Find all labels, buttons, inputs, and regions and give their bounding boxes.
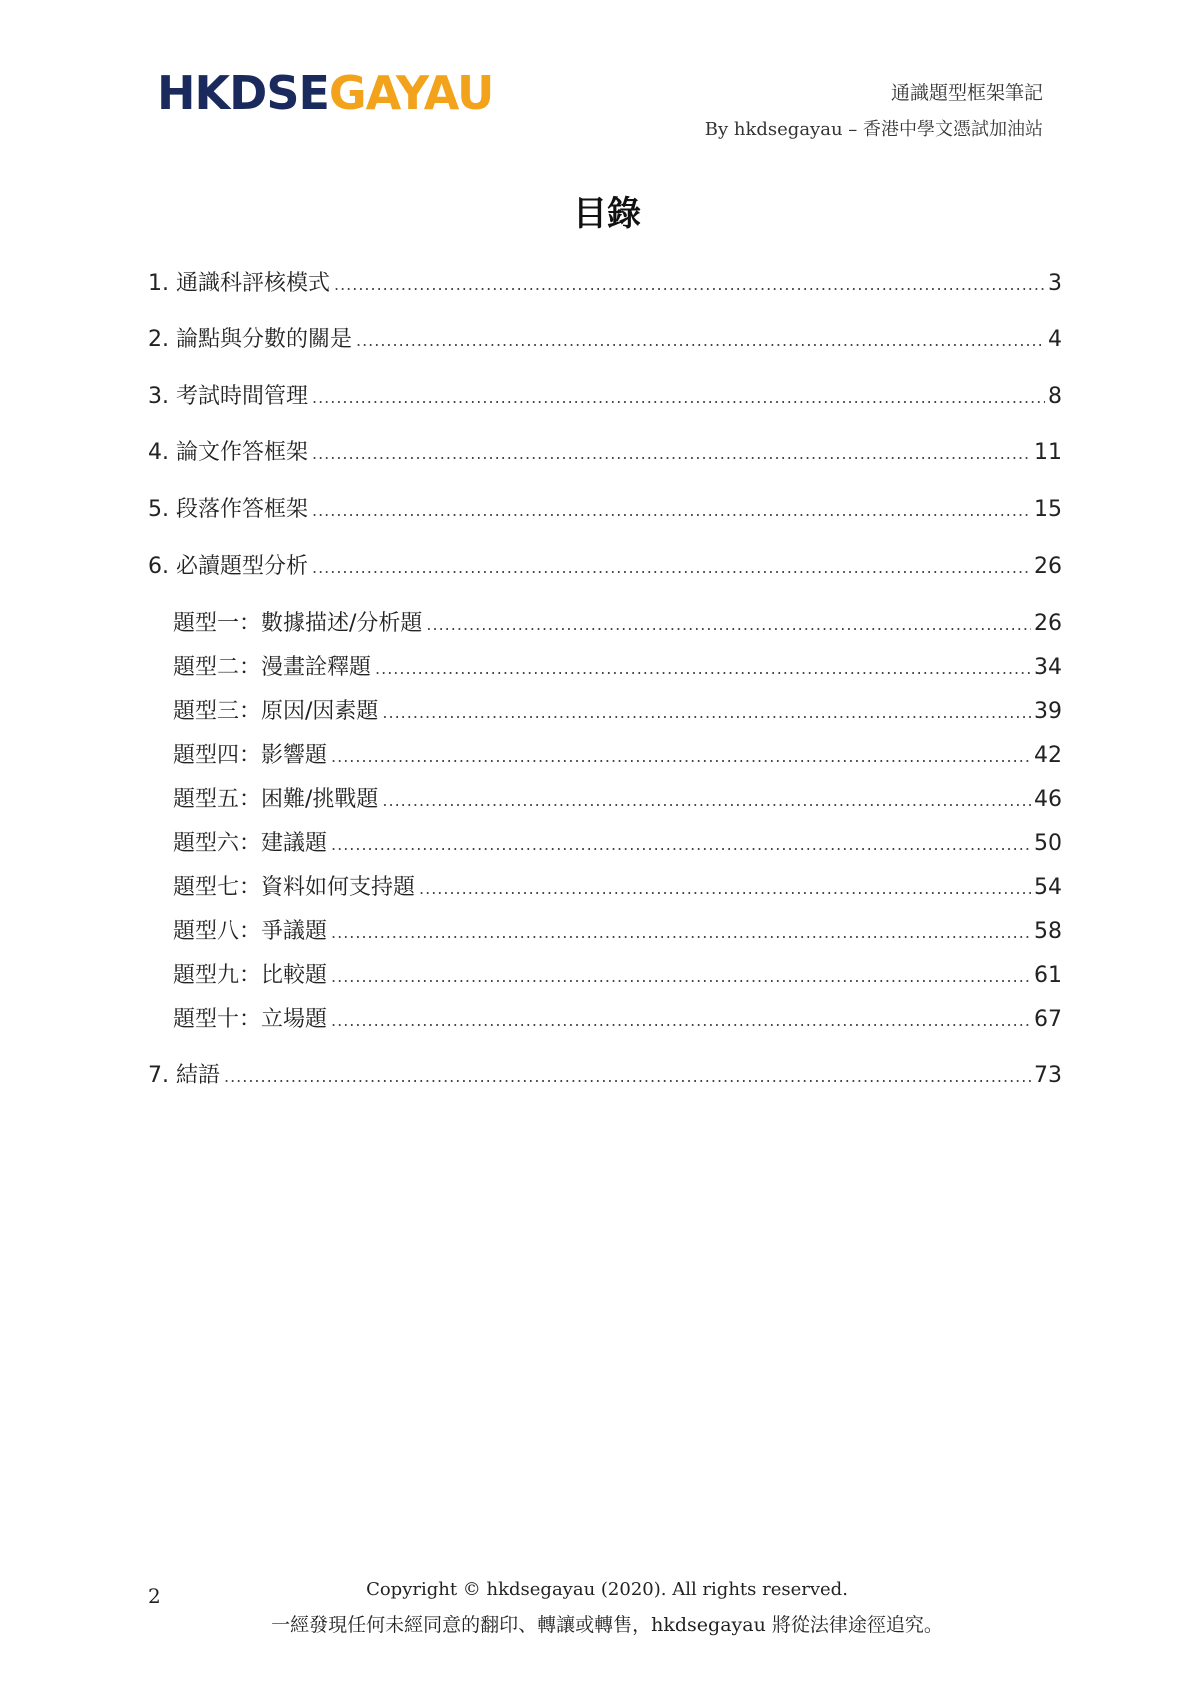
toc-subentry[interactable]	[173, 965, 1062, 987]
toc-entry-label: 題型二：漫畫詮釋題	[173, 655, 372, 680]
toc-subentry[interactable]	[173, 745, 1062, 767]
toc-entry-page: 73	[1034, 1063, 1062, 1088]
toc-entry[interactable]	[148, 329, 1062, 351]
toc-entry-label: 題型五：困難/挑戰題	[173, 787, 379, 812]
dot-leader	[312, 446, 1031, 462]
dot-leader	[331, 837, 1031, 853]
toc-entry-page: 50	[1034, 831, 1062, 856]
dot-leader	[312, 560, 1031, 576]
header-title: 通識題型框架筆記	[890, 82, 1043, 104]
dot-leader	[312, 390, 1045, 406]
toc-entry-page: 46	[1034, 787, 1062, 812]
toc-entry-page: 39	[1034, 699, 1062, 724]
toc-entry-page: 26	[1034, 554, 1062, 579]
dot-leader	[331, 1013, 1031, 1029]
logo-part-dark: HKDSE	[157, 66, 329, 120]
toc-subentry[interactable]	[173, 701, 1062, 723]
toc-entry[interactable]	[148, 442, 1062, 464]
dot-leader	[375, 661, 1031, 677]
toc-entry-label: 5. 段落作答框架	[148, 497, 308, 522]
logo-part-orange: GAYAU	[328, 66, 494, 120]
toc-entry-label: 題型十：立場題	[173, 1007, 328, 1032]
dot-leader	[382, 793, 1031, 809]
toc-entry-page: 4	[1048, 327, 1062, 352]
dot-leader	[382, 705, 1031, 721]
brand-logo	[157, 66, 494, 120]
toc-entry[interactable]	[148, 1065, 1062, 1087]
toc-subentry[interactable]	[173, 657, 1062, 679]
dot-leader	[331, 969, 1031, 985]
copyright-notice: Copyright © hkdsegayau (2020). All rights reserved.	[366, 1579, 848, 1600]
dot-leader	[356, 333, 1045, 349]
toc-entry-page: 8	[1048, 384, 1062, 409]
dot-leader	[419, 881, 1031, 897]
toc-entry-label: 題型三：原因/因素題	[173, 699, 379, 724]
toc-entry-page: 58	[1034, 919, 1062, 944]
page-title: 目錄	[573, 194, 641, 234]
page-number: 2	[148, 1584, 161, 1608]
toc-entry-page: 11	[1034, 440, 1062, 465]
toc-entry-page: 15	[1034, 497, 1062, 522]
legal-notice: 一經發現任何未經同意的翻印、轉讓或轉售，hkdsegayau 將從法律途徑追究。	[271, 1614, 943, 1636]
toc-entry-label: 7. 結語	[148, 1063, 220, 1088]
toc-entry-label: 1. 通識科評核模式	[148, 271, 330, 296]
toc-subentry[interactable]	[173, 613, 1062, 635]
header-subtitle: By hkdsegayau – 香港中學文憑試加油站	[704, 119, 1043, 140]
toc-entry-label: 題型一：數據描述/分析題	[173, 611, 423, 636]
toc-entry[interactable]	[148, 499, 1062, 521]
dot-leader	[331, 925, 1031, 941]
toc-entry-label: 題型八：爭議題	[173, 919, 328, 944]
toc-entry-label: 4. 論文作答框架	[148, 440, 308, 465]
toc-subentry[interactable]	[173, 921, 1062, 943]
toc-entry-label: 題型四：影響題	[173, 743, 328, 768]
toc-entry-page: 26	[1034, 611, 1062, 636]
dot-leader	[331, 749, 1031, 765]
toc-subentry[interactable]	[173, 833, 1062, 855]
toc-entry-page: 61	[1034, 963, 1062, 988]
toc-entry-label: 3. 考試時間管理	[148, 384, 308, 409]
toc-entry-label: 題型七：資料如何支持題	[173, 875, 416, 900]
toc-subentry[interactable]	[173, 789, 1062, 811]
toc-entry-label: 6. 必讀題型分析	[148, 554, 308, 579]
toc-entry[interactable]	[148, 273, 1062, 295]
toc-entry-label: 題型六：建議題	[173, 831, 328, 856]
toc-entry-label: 2. 論點與分數的關是	[148, 327, 352, 352]
toc-entry[interactable]	[148, 556, 1062, 578]
dot-leader	[224, 1069, 1031, 1085]
toc-entry-page: 42	[1034, 743, 1062, 768]
toc-subentry[interactable]	[173, 877, 1062, 899]
toc-entry-page: 67	[1034, 1007, 1062, 1032]
dot-leader	[312, 503, 1031, 519]
toc-entry-page: 34	[1034, 655, 1062, 680]
toc-entry-label: 題型九：比較題	[173, 963, 328, 988]
toc-entry[interactable]	[148, 386, 1062, 408]
dot-leader	[334, 277, 1045, 293]
dot-leader	[426, 617, 1031, 633]
toc-subentry[interactable]	[173, 1009, 1062, 1031]
toc-entry-page: 3	[1048, 271, 1062, 296]
toc-entry-page: 54	[1034, 875, 1062, 900]
